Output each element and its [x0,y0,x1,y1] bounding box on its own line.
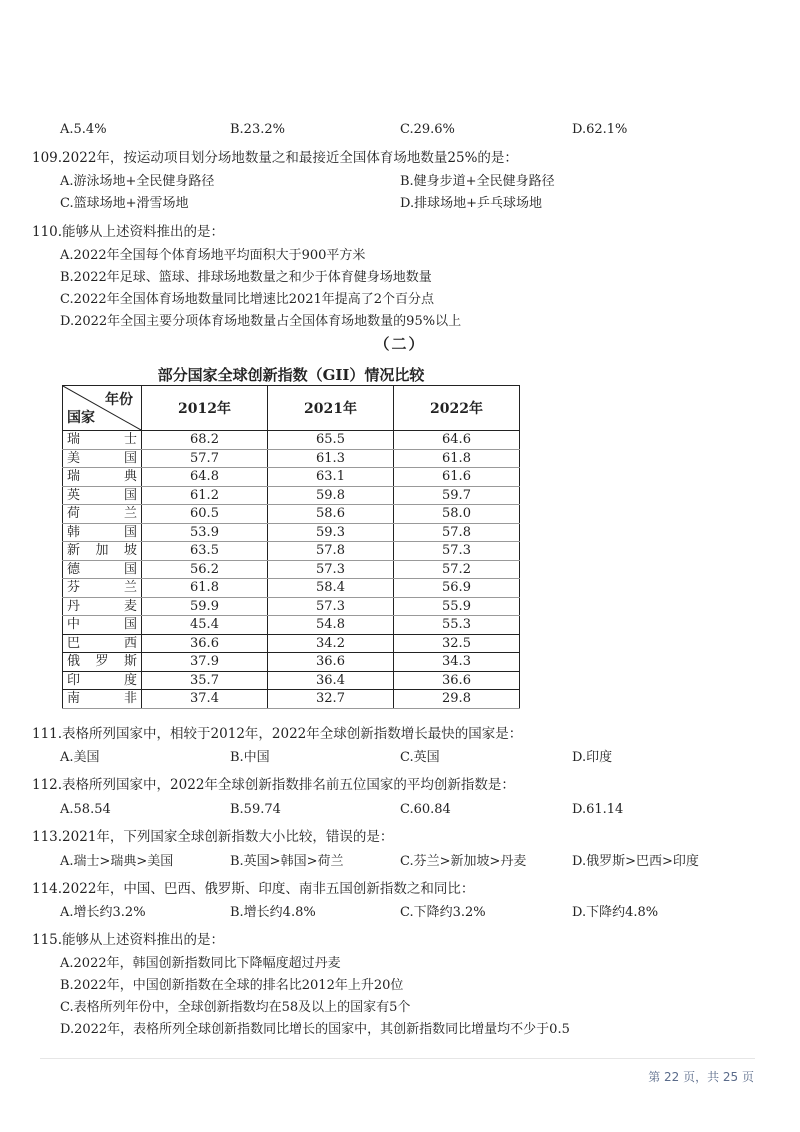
country-cell: 新加坡 [63,542,142,561]
q111-question: 111.表格所列国家中，相较于2012年，2022年全球创新指数增长最快的国家是： [32,726,523,742]
value-cell: 36.6 [268,653,394,672]
q113-option-b: B.英国>韩国>荷兰 [230,854,344,869]
country-cell: 韩国 [63,523,142,542]
q111-option-a: A.美国 [60,750,100,765]
q112-option-c: C.60.84 [400,802,451,817]
q112-question: 112.表格所列国家中，2022年全球创新指数排名前五位国家的平均创新指数是： [32,777,515,793]
value-cell: 59.3 [268,523,394,542]
q113-option-a: A.瑞士>瑞典>美国 [60,854,174,869]
value-cell: 61.6 [394,468,520,487]
q115-option-b: B.2022年，中国创新指数在全球的排名比2012年上升20位 [60,978,404,993]
country-cell: 英国 [63,486,142,505]
section-title: （二） [374,335,426,353]
value-cell: 57.8 [394,523,520,542]
q114-option-c: C.下降约3.2% [400,905,486,920]
q114-options [60,903,750,923]
country-cell: 印度 [63,671,142,690]
q110-option-a: A.2022年全国每个体育场地平均面积大于900平方米 [60,248,366,263]
value-cell: 59.8 [268,486,394,505]
q108-option-c: C.29.6% [400,122,455,137]
q112-option-b: B.59.74 [230,802,281,817]
q112-options [60,800,750,820]
q111-option-c: C.英国 [400,750,440,765]
country-cell: 南非 [63,690,142,709]
value-cell: 61.3 [268,449,394,468]
table-row [63,560,520,579]
q110-option-b: B.2022年足球、篮球、排球场地数量之和少于体育健身场地数量 [60,270,432,285]
value-cell: 32.7 [268,690,394,709]
value-cell: 29.8 [394,690,520,709]
value-cell: 55.3 [394,616,520,635]
value-cell: 60.5 [142,505,268,524]
table-row [63,690,520,709]
value-cell: 57.7 [142,449,268,468]
value-cell: 58.6 [268,505,394,524]
q112-option-a: A.58.54 [60,802,111,817]
value-cell: 37.4 [142,690,268,709]
country-cell: 美国 [63,449,142,468]
table-row [63,542,520,561]
q109-options-row1 [60,172,750,192]
table-row [63,431,520,450]
q113-question: 113.2021年，下列国家全球创新指数大小比较，错误的是： [32,829,394,845]
value-cell: 45.4 [142,616,268,635]
country-cell: 芬兰 [63,579,142,598]
value-cell: 54.8 [268,616,394,635]
q113-option-c: C.芬兰>新加坡>丹麦 [400,854,527,869]
q113-options [60,852,750,872]
table-row [63,616,520,635]
q109-options-row2 [60,194,750,214]
value-cell: 36.6 [142,634,268,653]
value-cell: 63.1 [268,468,394,487]
q115-question: 115.能够从上述资料推出的是： [32,932,225,948]
table-corner-header [63,386,142,431]
country-cell: 荷兰 [63,505,142,524]
value-cell: 68.2 [142,431,268,450]
table-row [63,634,520,653]
q108-option-a: A.5.4% [60,122,107,137]
q109-option-a: A.游泳场地+全民健身路径 [60,174,215,189]
q114-option-a: A.增长约3.2% [60,905,146,920]
q109-question: 109.2022年，按运动项目划分场地数量之和最接近全国体育场地数量25%的是： [32,150,518,166]
value-cell: 57.3 [394,542,520,561]
table-title: 部分国家全球创新指数（GII）情况比较 [157,366,425,384]
q114-option-b: B.增长约4.8% [230,905,316,920]
value-cell: 57.8 [268,542,394,561]
table-row [63,653,520,672]
q108-option-b: B.23.2% [230,122,285,137]
value-cell: 64.8 [142,468,268,487]
q110-option-d: D.2022年全国主要分项体育场地数量占全国体育场地数量的95%以上 [60,314,462,329]
table-row [63,486,520,505]
value-cell: 63.5 [142,542,268,561]
country-cell: 德国 [63,560,142,579]
column-header: 2022年 [394,386,520,431]
q108-option-d: D.62.1% [572,122,628,137]
value-cell: 58.4 [268,579,394,598]
table-row [63,523,520,542]
value-cell: 65.5 [268,431,394,450]
header-year-label: 年份 [105,392,133,408]
q112-option-d: D.61.14 [572,802,624,817]
value-cell: 64.6 [394,431,520,450]
header-country-label: 国家 [67,410,95,426]
page-number: 第 22 页，共 25 页 [648,1070,754,1084]
column-header: 2012年 [142,386,268,431]
value-cell: 61.2 [142,486,268,505]
value-cell: 34.3 [394,653,520,672]
table-row [63,579,520,598]
value-cell: 59.7 [394,486,520,505]
value-cell: 57.3 [268,560,394,579]
q114-option-d: D.下降约4.8% [572,905,659,920]
country-cell: 瑞士 [63,431,142,450]
value-cell: 59.9 [142,597,268,616]
country-cell: 巴西 [63,634,142,653]
value-cell: 56.9 [394,579,520,598]
value-cell: 61.8 [142,579,268,598]
value-cell: 32.5 [394,634,520,653]
q110-option-c: C.2022年全国体育场地数量同比增速比2021年提高了2个百分点 [60,292,435,307]
q111-option-b: B.中国 [230,750,270,765]
q115-option-d: D.2022年，表格所列全球创新指数同比增长的国家中，其创新指数同比增量均不少于0.5 [60,1022,570,1037]
q109-option-d: D.排球场地+乒乓球场地 [400,196,542,211]
table-row [63,505,520,524]
table-row [63,671,520,690]
gii-table [62,385,520,709]
q115-option-a: A.2022年，韩国创新指数同比下降幅度超过丹麦 [60,956,341,971]
q115-option-c: C.表格所列年份中，全球创新指数均在58及以上的国家有5个 [60,1000,411,1015]
value-cell: 37.9 [142,653,268,672]
value-cell: 57.2 [394,560,520,579]
country-cell: 瑞典 [63,468,142,487]
country-cell: 中国 [63,616,142,635]
value-cell: 58.0 [394,505,520,524]
value-cell: 57.3 [268,597,394,616]
q111-options [60,748,750,768]
q113-option-d: D.俄罗斯>巴西>印度 [572,854,699,869]
value-cell: 56.2 [142,560,268,579]
table-row [63,449,520,468]
value-cell: 55.9 [394,597,520,616]
table-row [63,597,520,616]
value-cell: 36.6 [394,671,520,690]
column-header: 2021年 [268,386,394,431]
value-cell: 53.9 [142,523,268,542]
footer-divider [40,1058,755,1059]
q109-option-c: C.篮球场地+滑雪场地 [60,196,189,211]
value-cell: 34.2 [268,634,394,653]
table-row [63,468,520,487]
table-header-row [63,386,520,431]
q108-options [60,120,750,140]
q110-question: 110.能够从上述资料推出的是： [32,224,225,240]
country-cell: 俄罗斯 [63,653,142,672]
q114-question: 114.2022年，中国、巴西、俄罗斯、印度、南非五国创新指数之和同比： [32,881,475,897]
country-cell: 丹麦 [63,597,142,616]
value-cell: 35.7 [142,671,268,690]
value-cell: 36.4 [268,671,394,690]
value-cell: 61.8 [394,449,520,468]
q111-option-d: D.印度 [572,750,613,765]
q109-option-b: B.健身步道+全民健身路径 [400,174,555,189]
